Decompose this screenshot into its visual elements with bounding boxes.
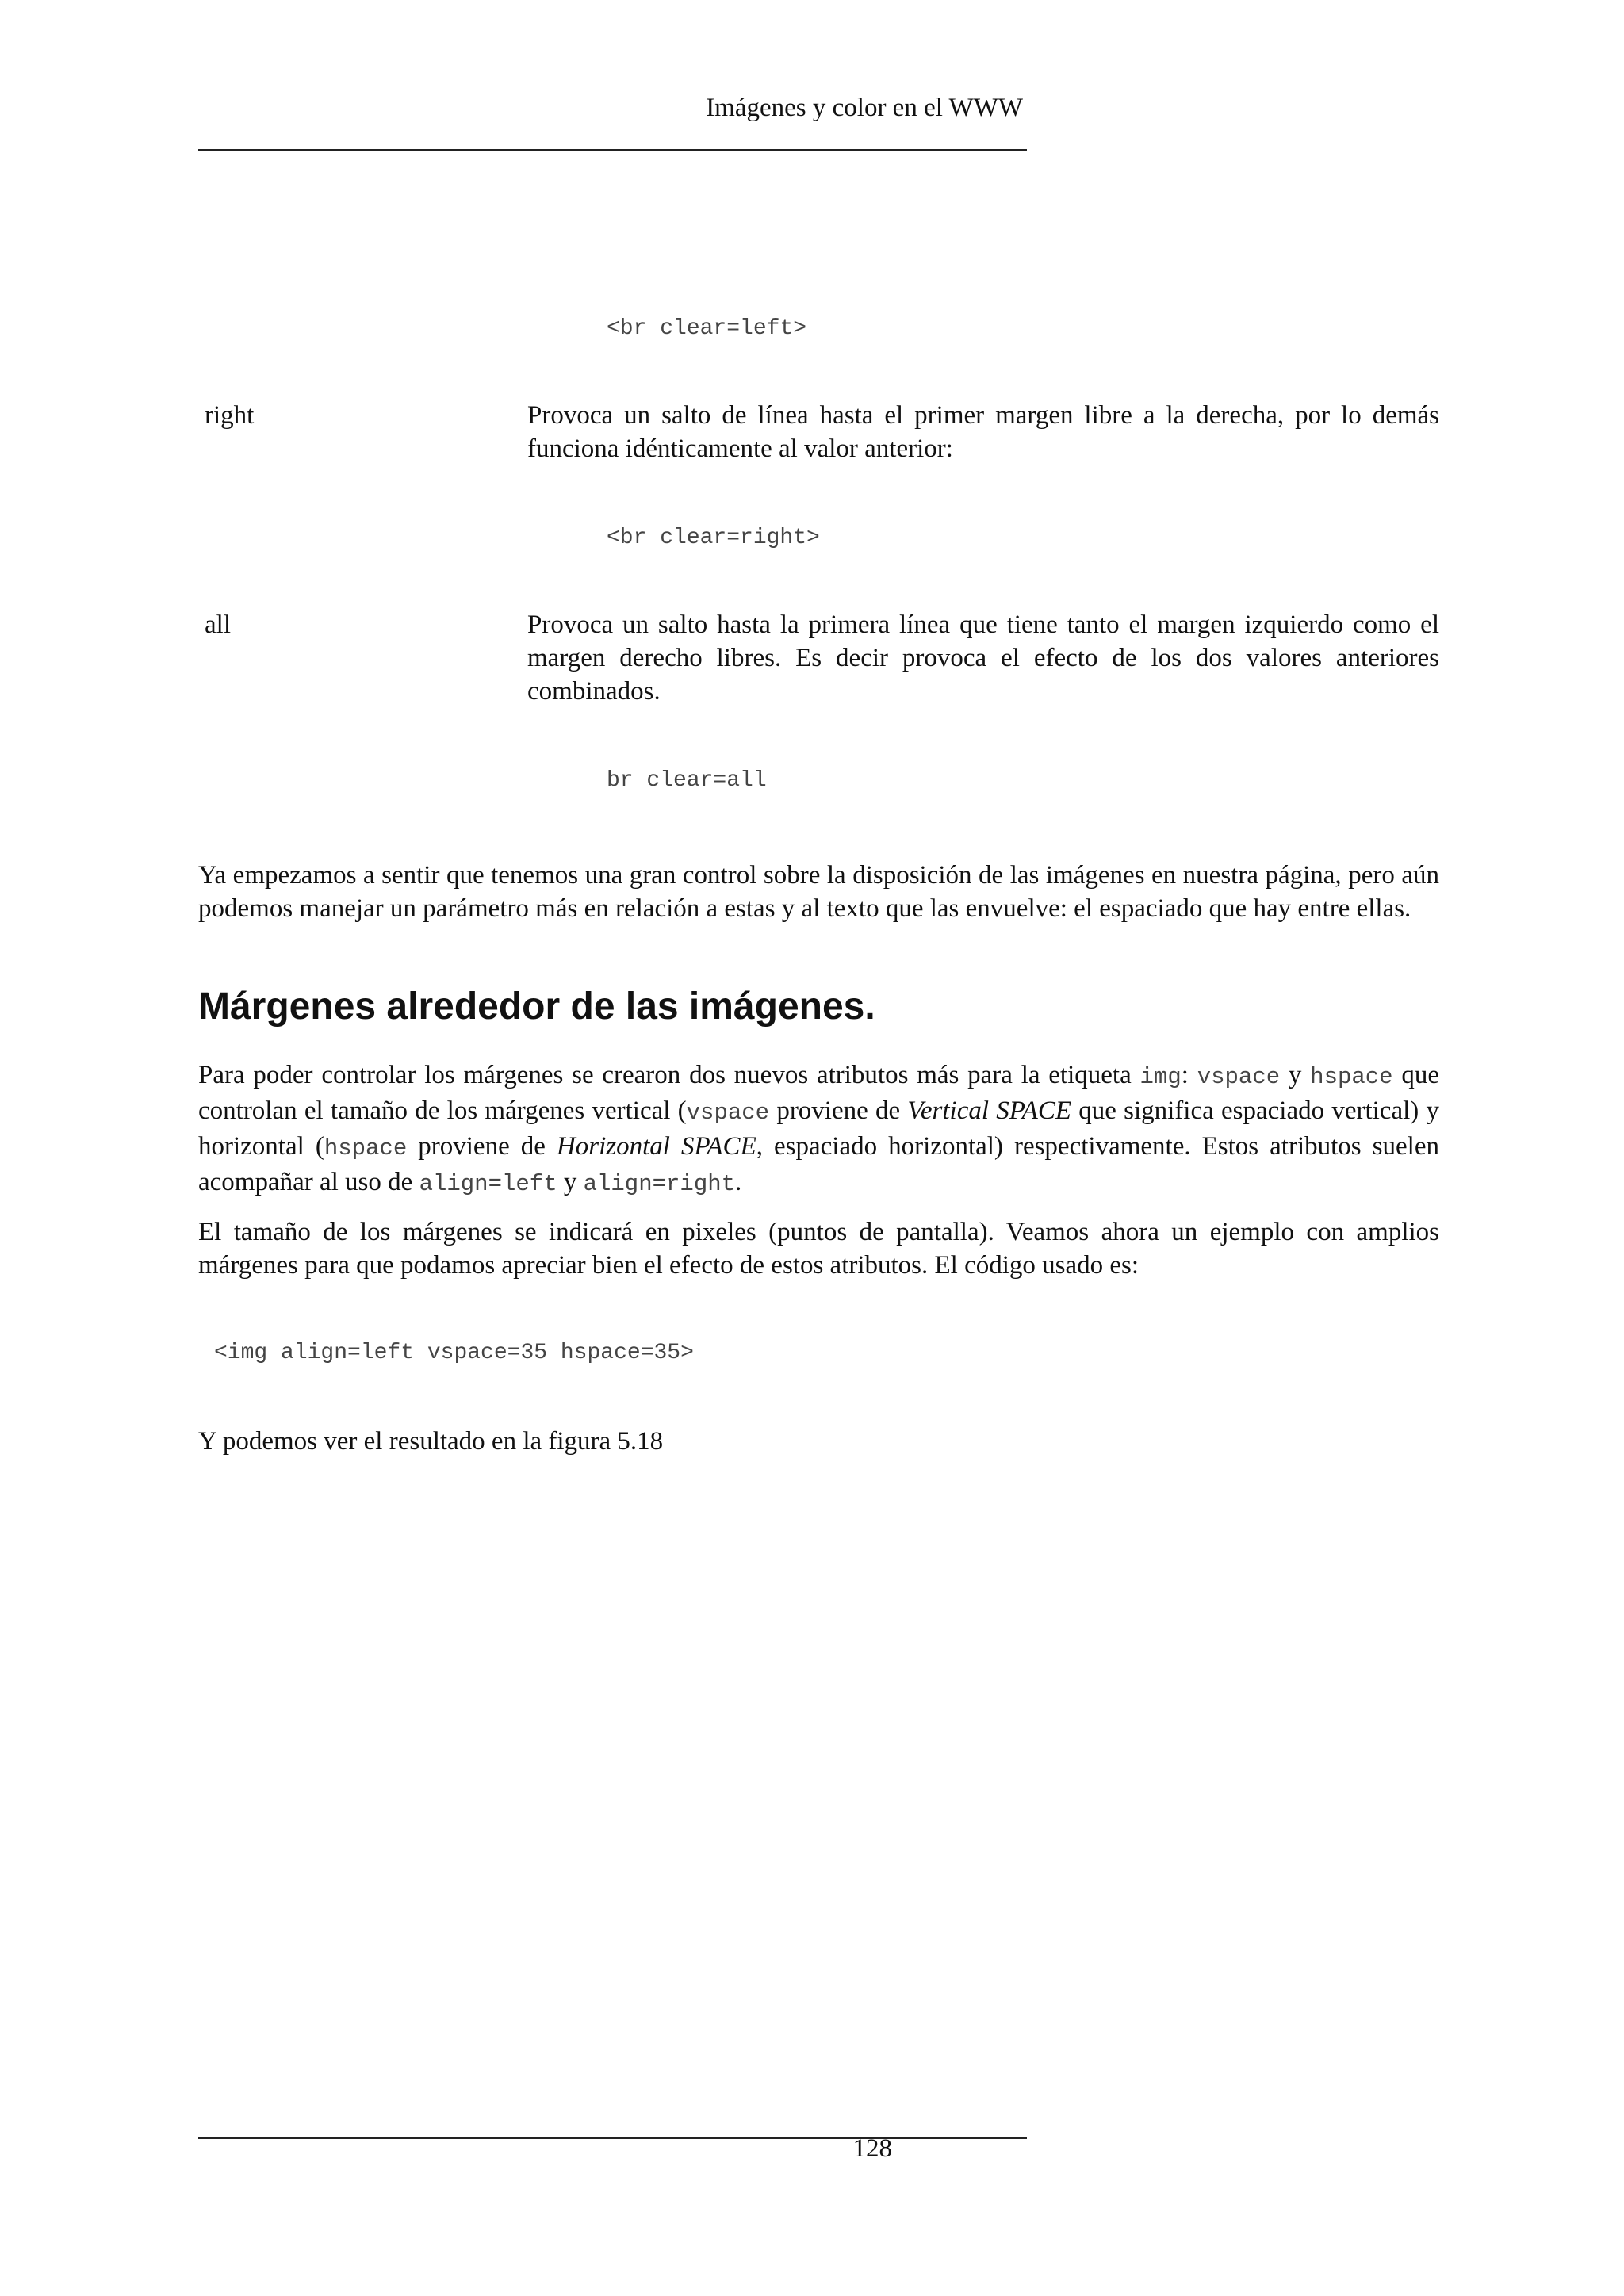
paragraph-margin-size: El tamaño de los márgenes se indicará en pixeles (puntos de pantalla). Veamos ahora un ejemplo con amplios márgenes para que podamos apreciar bien el efecto de estos atributos. El código usado es: bbox=[198, 1218, 1439, 1280]
footer-divider bbox=[198, 2137, 1027, 2139]
definition-text-all: Provoca un salto hasta la primera línea que tiene tanto el margen izquierdo como el margen derecho libres. Es decir provoca el efecto de los dos valores anteriores combinados. bbox=[527, 610, 1439, 706]
intro-paragraph: Ya empezamos a sentir que tenemos una gran control sobre la disposición de las imágenes en nuestra página, pero aún podemos manejar un parámetro más en relación a estas y al texto que las envuelve: el espaciado que hay entre ellas. bbox=[198, 861, 1439, 923]
paragraph-figure-reference: Y podemos ver el resultado en la figura 5.18 bbox=[198, 1427, 664, 1456]
inline-code: align=left bbox=[419, 1171, 557, 1197]
inline-code: align=right bbox=[583, 1171, 736, 1197]
code-clear-all: br clear=all bbox=[607, 768, 767, 793]
inline-code: vspace bbox=[686, 1100, 770, 1126]
definition-text-right: Provoca un salto de línea hasta el primer margen libre a la derecha, por lo demás funciona idénticamente al valor anterior: bbox=[527, 401, 1439, 463]
inline-code: hspace bbox=[1310, 1064, 1393, 1090]
code-clear-left: <br clear=left> bbox=[607, 316, 807, 341]
italic-term: Vertical SPACE bbox=[907, 1096, 1071, 1125]
inline-code: vspace bbox=[1197, 1064, 1281, 1090]
inline-code: img bbox=[1139, 1064, 1182, 1090]
page-number: 128 bbox=[852, 2134, 892, 2163]
code-example: <img align=left vspace=35 hspace=35> bbox=[214, 1341, 694, 1365]
italic-term: Horizontal SPACE bbox=[556, 1132, 756, 1161]
header-divider bbox=[198, 149, 1027, 151]
definition-term-all: all bbox=[205, 610, 231, 639]
inline-code: hspace bbox=[324, 1135, 408, 1161]
paragraph-margins-attributes: Para poder controlar los márgenes se crearon dos nuevos atributos más para la etiqueta img: vspace y hspace que controlan el tamaño de los márgenes vertical (vspace proviene de Vertical SPACE que significa espaciado vertical) y horizontal (hspace proviene de Horizontal SPACE, espaciado horizontal) respectivamente. Estos atributos suelen acompañar al uso de align=left y align=right. bbox=[198, 1061, 1440, 1197]
running-header: Imágenes y color en el WWW bbox=[706, 94, 1023, 122]
section-heading: Márgenes alrededor de las imágenes. bbox=[198, 985, 875, 1027]
definition-term-right: right bbox=[205, 401, 255, 430]
code-clear-right: <br clear=right> bbox=[607, 526, 820, 550]
